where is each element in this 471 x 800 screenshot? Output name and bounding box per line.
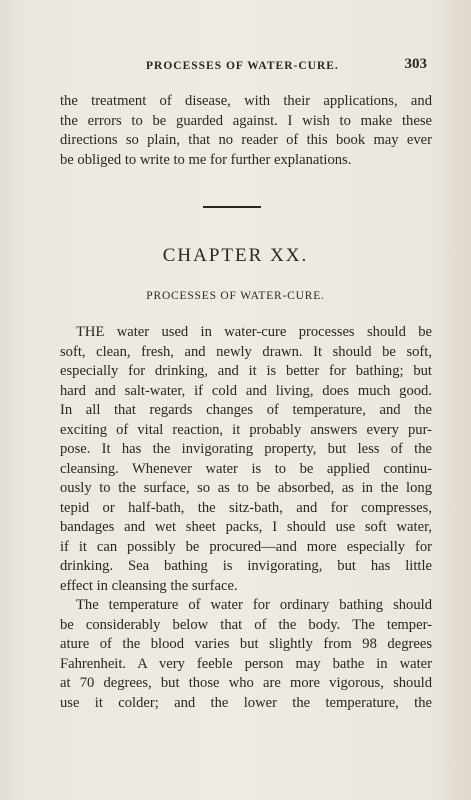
chapter-title: CHAPTER XX. — [162, 245, 309, 266]
text-line: Fahrenheit. A very feeble person may bathe in water — [60, 655, 432, 672]
chapter-body — [60, 323, 432, 713]
text-line: use it colder; and the lower the temperature, the — [60, 694, 432, 711]
text-line: the treatment of disease, with their applications, and — [60, 93, 432, 109]
text-line: drinking. Sea bathing is invigorating, but has little — [60, 558, 432, 574]
text-line: bandages and wet sheet packs, I should use soft water, — [60, 519, 432, 535]
text-line: In all that regards changes of temperature, and the — [60, 402, 432, 418]
text-line: effect in cleansing the surface. — [60, 577, 238, 594]
text-line: be obliged to write to me for further explanations. — [60, 151, 352, 168]
page-header — [60, 56, 435, 76]
text-line: soft, clean, fresh, and newly drawn. It should be soft, — [60, 343, 432, 360]
text-line: especially for drinking, and it is better for bathing; but — [60, 363, 432, 379]
text-line: tepid or half-bath, the sitz-bath, and for compresses, — [60, 499, 432, 516]
text-line: cleansing. Whenever water is to be applied continu- — [60, 460, 432, 477]
page-number: 303 — [404, 56, 427, 72]
text-line: if it can possibly be procured—and more especially for — [60, 538, 432, 555]
text-line: ature of the blood varies but slightly from 98 degrees — [60, 636, 432, 652]
text-line: THE water used in water-cure processes should be — [76, 324, 432, 340]
text-line: The temperature of water for ordinary bathing should — [76, 597, 432, 613]
running-head: PROCESSES OF WATER-CURE. — [146, 60, 339, 72]
text-line: at 70 degrees, but those who are more vigorous, should — [60, 675, 432, 691]
text-line: the errors to be guarded against. I wish to make these — [60, 112, 432, 129]
text-line: be considerably below that of the body. The temper- — [60, 616, 432, 633]
text-line: hard and salt-water, if cold and living, does much good. — [60, 382, 432, 399]
intro-paragraph — [60, 92, 432, 170]
text-line: ously to the surface, so as to be absorbed, as in the long — [60, 480, 432, 496]
text-line: directions so plain, that no reader of this book may ever — [60, 132, 432, 148]
chapter-subtitle: PROCESSES OF WATER-CURE. — [146, 290, 325, 302]
text-line: pose. It has the invigorating property, but less of the — [60, 441, 432, 457]
section-divider — [203, 206, 261, 208]
text-line: exciting of vital reaction, it probably answers every pur- — [60, 421, 432, 438]
